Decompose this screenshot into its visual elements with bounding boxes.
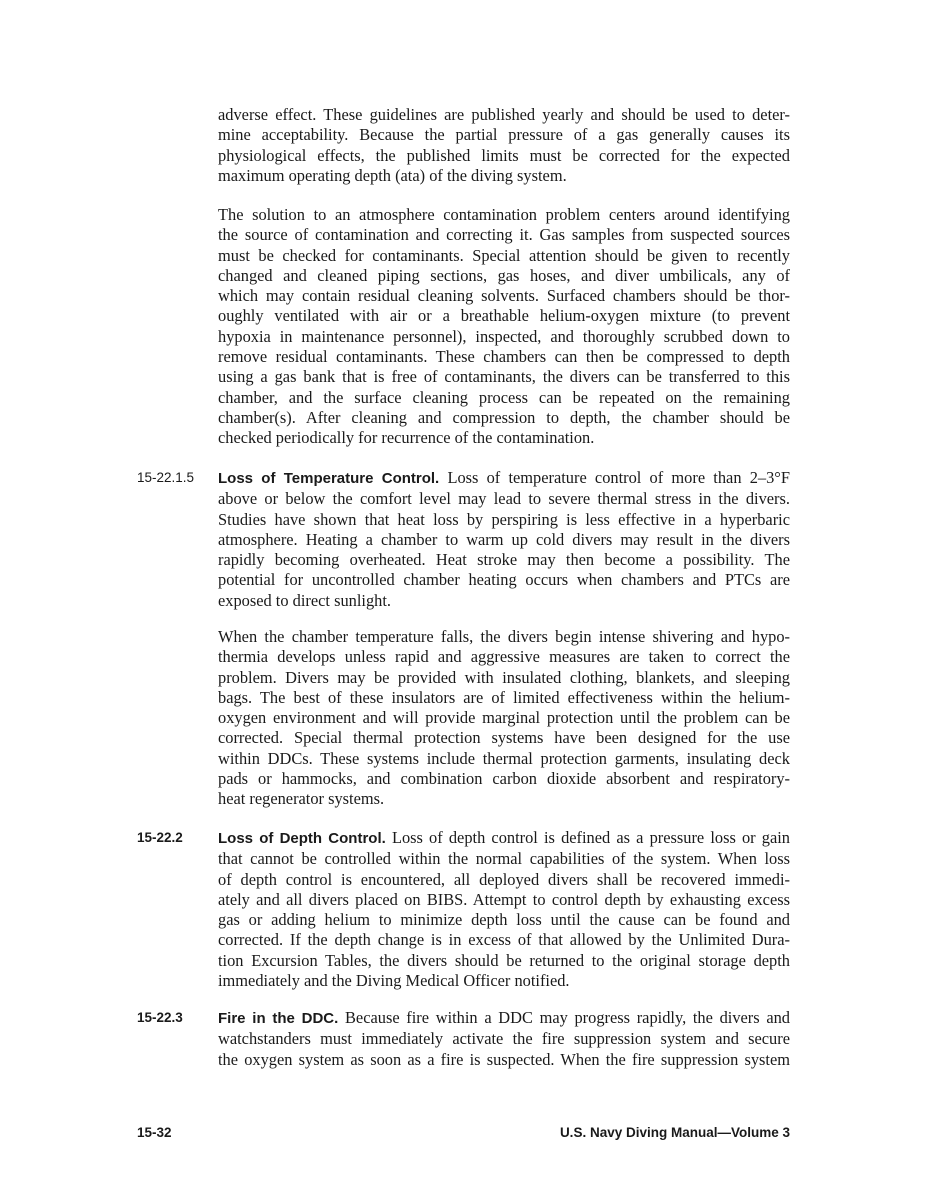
section-heading: Fire in the DDC.: [218, 1010, 339, 1027]
text-line: pads or hammocks, and combination carbon dioxide absorbent and respiratory-: [218, 769, 790, 789]
footer-title: U.S. Navy Diving Manual—Volume 3: [559, 1125, 790, 1140]
section-heading: Loss of Temperature Control.: [218, 470, 440, 487]
text-line: checked periodically for recurrence of the contamination.: [218, 428, 595, 448]
text-line: adverse effect. These guidelines are published yearly and should be used to deter-: [218, 105, 790, 124]
text-line: rapidly becoming overheated. Heat stroke may then become a possibility. The: [218, 550, 790, 570]
text-line: maximum operating depth (ata) of the diving system.: [218, 165, 567, 185]
text-line: [218, 468, 790, 489]
text-line: Studies have shown that heat loss by perspiring is less effective in a hyperbaric: [218, 509, 790, 529]
text-line: chamber, and the surface cleaning process can be repeated on the remaining: [218, 387, 790, 407]
text-line: chamber(s). After cleaning and compression to depth, the chamber should be: [218, 407, 790, 427]
text-line: thermia develops unless rapid and aggressive measures are taken to correct the: [218, 647, 790, 667]
text-line: physiological effects, the published limits must be corrected for the expected: [218, 145, 790, 165]
text-line: [218, 828, 790, 849]
text-line: atmosphere. Heating a chamber to warm up cold divers may result in the divers: [218, 529, 790, 549]
text-line: heat regenerator systems.: [218, 789, 385, 809]
paragraph: [218, 205, 790, 449]
text-line: of depth control is encountered, all deployed divers shall be recovered immedi-: [218, 869, 790, 889]
text-line: corrected. Special thermal protection systems have been designed for the use: [218, 728, 790, 748]
text-line: that cannot be controlled within the normal capabilities of the system. When loss: [218, 849, 790, 869]
text-run: Loss of temperature control of more than 2–3°F: [447, 468, 790, 487]
paragraph: [218, 828, 790, 991]
text-line: problem. Divers may be provided with insulated clothing, blankets, and sleeping: [218, 667, 790, 687]
text-line: using a gas bank that is free of contaminants, the divers can be transferred to this: [218, 367, 790, 387]
text-line: immediately and the Diving Medical Officer notified.: [218, 971, 570, 991]
paragraph: [218, 627, 790, 810]
text-line: gas or adding helium to minimize depth loss until the cause can be found and: [218, 910, 790, 930]
text-line: The solution to an atmosphere contamination problem centers around identifying: [218, 205, 790, 224]
section-heading: Loss of Depth Control.: [218, 830, 386, 847]
text-run: Because fire within a DDC may progress rapidly, the divers and: [345, 1008, 790, 1027]
paragraph: [218, 105, 790, 186]
text-line: bags. The best of these insulators are of limited effectiveness within the helium-: [218, 687, 790, 707]
text-line: the source of contamination and correcting it. Gas samples from suspected sources: [218, 225, 790, 245]
text-line: When the chamber temperature falls, the divers begin intense shivering and hypo-: [218, 627, 790, 646]
text-line: mine acceptability. Because the partial pressure of a gas generally causes its: [218, 125, 790, 145]
paragraph: [218, 1008, 790, 1070]
text-line: remove residual contaminants. These chambers can then be compressed to depth: [218, 347, 790, 367]
section-number: 15-22.2: [137, 830, 183, 845]
text-line: [218, 1008, 790, 1029]
paragraph: [218, 468, 790, 611]
text-line: which may contain residual cleaning solvents. Surfaced chambers should be thor-: [218, 286, 790, 306]
text-line: watchstanders must immediately activate the fire suppression system and secure: [218, 1029, 790, 1049]
text-line: above or below the comfort level may lead to severe thermal stress in the divers.: [218, 489, 790, 509]
text-line: oxygen environment and will provide marginal protection until the problem can be: [218, 708, 790, 728]
text-run: Loss of depth control is defined as a pressure loss or gain: [391, 828, 790, 847]
page-number: 15-32: [137, 1125, 172, 1140]
text-line: ately and all divers placed on BIBS. Attempt to control depth by exhausting excess: [218, 889, 790, 909]
section-number: 15-22.3: [137, 1010, 183, 1025]
text-line: potential for uncontrolled chamber heating occurs when chambers and PTCs are: [218, 570, 790, 590]
text-line: oughly ventilated with air or a breathable helium-oxygen mixture (to prevent: [218, 306, 790, 326]
text-line: changed and cleaned piping sections, gas hoses, and diver umbilicals, any of: [218, 265, 790, 285]
text-line: the oxygen system as soon as a fire is suspected. When the fire suppression system: [218, 1049, 790, 1069]
text-line: corrected. If the depth change is in excess of that allowed by the Unlimited Dura-: [218, 930, 790, 950]
text-line: within DDCs. These systems include thermal protection garments, insulating deck: [218, 748, 790, 768]
text-line: hypoxia in maintenance personnel), inspected, and thoroughly scrubbed down to: [218, 326, 790, 346]
text-line: must be checked for contaminants. Special attention should be given to recently: [218, 245, 790, 265]
section-number: 15-22.1.5: [137, 470, 195, 485]
text-line: exposed to direct sunlight.: [218, 590, 391, 610]
text-line: tion Excursion Tables, the divers should be returned to the original storage depth: [218, 950, 790, 970]
